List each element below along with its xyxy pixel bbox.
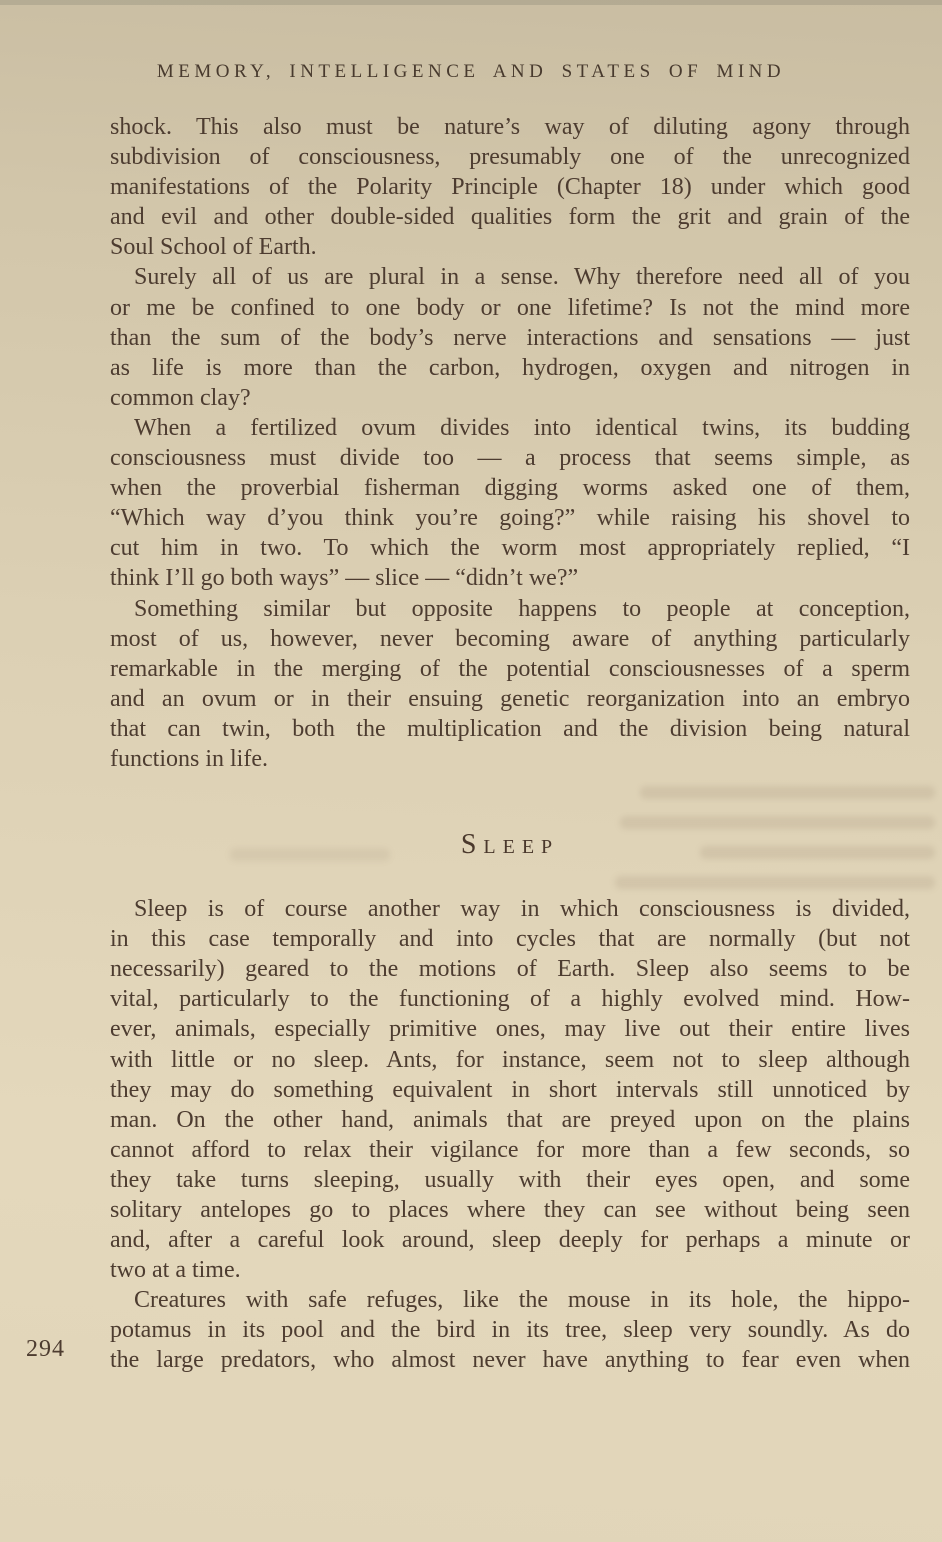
text-line: two at a time. — [110, 1257, 241, 1284]
text-line: and an ovum or in their ensuing genetic reorganization into an embryo — [110, 685, 910, 712]
text-line: “Which way d’you think you’re going?” while raising his shovel to — [110, 505, 910, 532]
paragraph — [110, 112, 910, 262]
text-line: man. On the other hand, animals that are preyed upon on the plains — [110, 1106, 910, 1133]
text-line: vital, particularly to the functioning of a highly evolved mind. How- — [110, 986, 910, 1013]
text-line: than the sum of the body’s nerve interactions and sensations — just — [110, 324, 910, 351]
text-line: cannot afford to relax their vigilance for more than a few seconds, so — [110, 1136, 910, 1163]
paragraph — [110, 262, 910, 412]
text-line: they take turns sleeping, usually with their eyes open, and some — [110, 1166, 910, 1193]
text-line: they may do something equivalent in short intervals still unnoticed by — [110, 1076, 910, 1103]
running-header: MEMORY, INTELLIGENCE AND STATES OF MIND — [156, 61, 786, 82]
text-line: consciousness must divide too — a process that seems simple, as — [110, 445, 910, 472]
text-line: necessarily) geared to the motions of Earth. Sleep also seems to be — [110, 956, 910, 983]
text-line: Something similar but opposite happens to people at conception, — [134, 595, 910, 622]
text-line: that can twin, both the multiplication and the division being natural — [110, 715, 910, 742]
paragraph — [110, 894, 910, 1285]
page-number: 294 — [26, 1336, 65, 1362]
body-text-block — [110, 112, 910, 1376]
paragraphs-before-heading — [110, 112, 910, 774]
text-line: solitary antelopes go to places where they can see without being seen — [110, 1197, 910, 1223]
text-line: When a fertilized ovum divides into identical twins, its budding — [134, 414, 910, 441]
text-line: and, after a careful look around, sleep deeply for perhaps a minute or — [110, 1227, 910, 1254]
text-line: subdivision of consciousness, presumably one of the unrecognized — [110, 144, 910, 171]
text-line: and evil and other double-sided qualities form the grit and grain of the — [110, 204, 910, 231]
text-line: common clay? — [110, 384, 251, 411]
text-line: the large predators, who almost never have anything to fear even when — [110, 1347, 910, 1374]
text-line: most of us, however, never becoming aware of anything particularly — [110, 625, 910, 652]
paragraph — [110, 413, 910, 594]
text-line: remarkable in the merging of the potential consciousnesses of a sperm — [110, 655, 910, 682]
paragraphs-after-heading — [110, 894, 910, 1376]
section-heading-sleep: Sleep — [460, 829, 560, 861]
text-line: ever, animals, especially primitive ones, may live out their entire lives — [110, 1016, 910, 1043]
text-line: or me be confined to one body or one lifetime? Is not the mind more — [110, 294, 910, 321]
text-line: in this case temporally and into cycles that are normally (but not — [110, 926, 910, 953]
text-line: with little or no sleep. Ants, for instance, seem not to sleep although — [110, 1046, 910, 1073]
text-line: Sleep is of course another way in which consciousness is divided, — [134, 896, 910, 923]
text-line: as life is more than the carbon, hydrogen, oxygen and nitrogen in — [110, 354, 910, 381]
text-line: Creatures with safe refuges, like the mouse in its hole, the hippo- — [134, 1287, 910, 1314]
text-line: think I’ll go both ways” — slice — “didn’t we?” — [110, 565, 579, 592]
text-line: when the proverbial fisherman digging worms asked one of them, — [110, 475, 910, 502]
text-line: manifestations of the Polarity Principle (Chapter 18) under which good — [110, 174, 910, 201]
text-line: Surely all of us are plural in a sense. Why therefore need all of you — [134, 264, 910, 291]
text-line: functions in life. — [110, 745, 268, 772]
text-line: cut him in two. To which the worm most appropriately replied, “I — [110, 535, 910, 562]
text-line: Soul School of Earth. — [110, 234, 317, 261]
paragraph — [110, 1285, 910, 1375]
text-line: potamus in its pool and the bird in its tree, sleep very soundly. As do — [110, 1317, 910, 1344]
text-line: shock. This also must be nature’s way of diluting agony through — [110, 114, 910, 140]
paragraph — [110, 594, 910, 775]
